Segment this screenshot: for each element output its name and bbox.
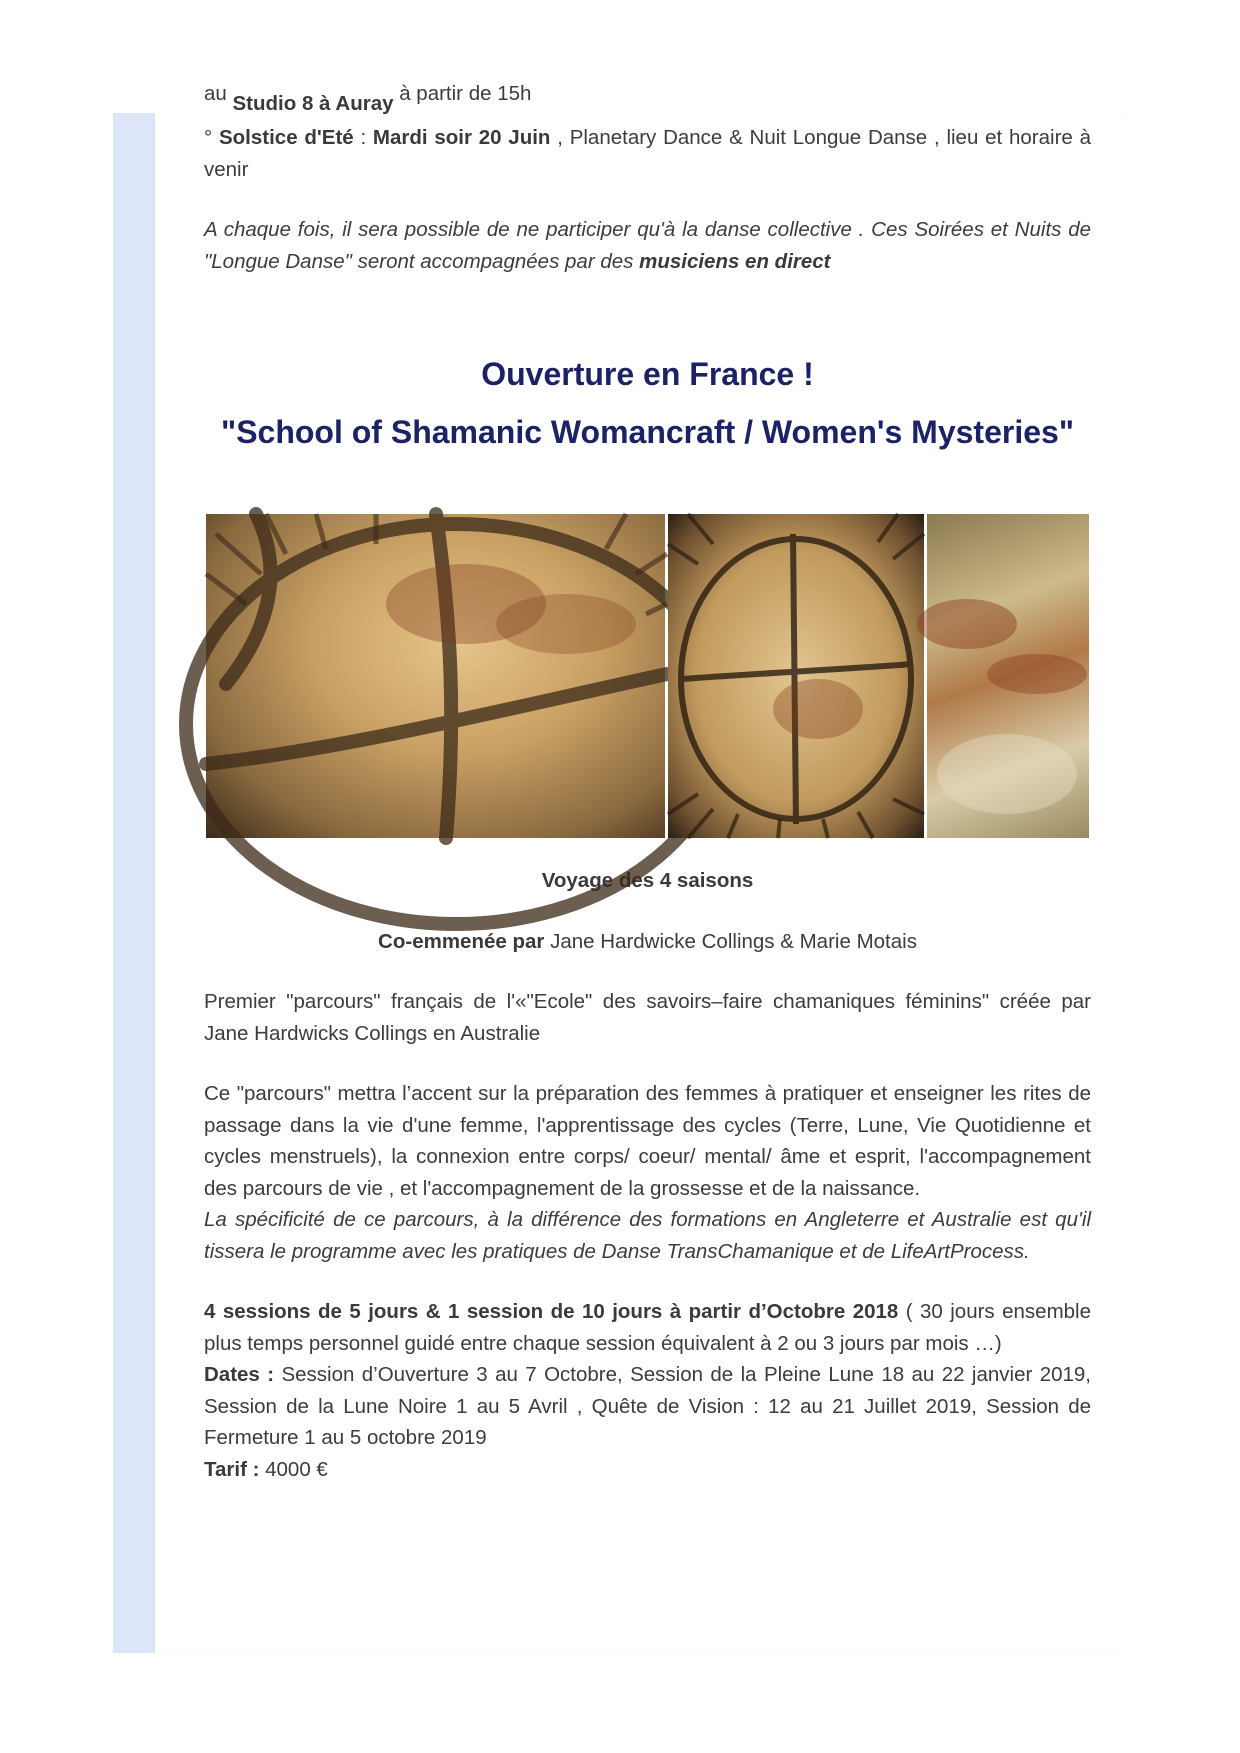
tarif-paragraph: Tarif : 4000 € [204, 1457, 328, 1481]
solstice-paragraph: ° Solstice d'Eté : Mardi soir 20 Juin , Planetary Dance & Nuit Longue Danse , lieu et horaire à venir [204, 126, 1091, 181]
specificite-paragraph: La spécificité de ce parcours, à la différence des formations en Angleterre et Australie est qu'il tissera le programme avec les pratiques de Danse TransChamanique et de LifeArtProcess. [204, 1208, 1091, 1263]
parcours-paragraph: Ce "parcours" mettra l’accent sur la préparation des femmes à pratiquer et enseigner les rites de passage dans la vie d'une femme, l'apprentissage des cycles (Terre, Lune, Vie Quotidienne et cycles menstruels), la connexion entre corps/ coeur/ mental/ âme et esprit, l'accompagnement des parcours de vie , et l'accompagnement de la grossesse et de la naissance. [204, 1082, 1091, 1200]
sessions-paragraph: 4 sessions de 5 jours & 1 session de 10 jours à partir d’Octobre 2018 ( 30 jours ensemble plus temps personnel guidé entre chaque session équivalent à 2 ou 3 jours par mois …) [204, 1300, 1092, 1355]
collective-dance-note: A chaque fois, il sera possible de ne participer qu'à la danse collective . Ces Soirées et Nuits de "Longue Danse" seront accompagnées par des musiciens en direct [204, 218, 1091, 273]
photo-strip [206, 514, 1089, 838]
voyage-title: Voyage des 4 saisons [541, 869, 754, 892]
newsletter-content [204, 82, 1092, 1485]
drum-skin-photo-3 [927, 514, 1089, 838]
co-led-by: Co-emmenée par Jane Hardwicke Collings & Marie Motais [378, 929, 917, 953]
heading-school: "School of Shamanic Womancraft / Women's Mysteries" [221, 414, 1074, 450]
drum-skin-photo-2 [668, 514, 923, 838]
premier-paragraph: Premier "parcours" français de l'«"Ecole" des savoirs–faire chamaniques féminins" créée par Jane Hardwicks Collings en Australie [204, 990, 1091, 1045]
left-accent-bar [113, 113, 155, 1653]
drum-skin-photo-1 [206, 514, 665, 838]
dates-paragraph: Dates : Session d’Ouverture 3 au 7 Octobre, Session de la Pleine Lune 18 au 22 janvier 2019, Session de la Lune Noire 1 au 5 Avril , Quête de Vision : 12 au 21 Juillet 2019, Session de Fermeture 1 au 5 octobre 2019 [204, 1363, 1091, 1449]
heading-ouverture: Ouverture en France ! [481, 356, 814, 392]
cut-off-line: au Studio 8 à Auray à partir de 15h [204, 82, 532, 115]
